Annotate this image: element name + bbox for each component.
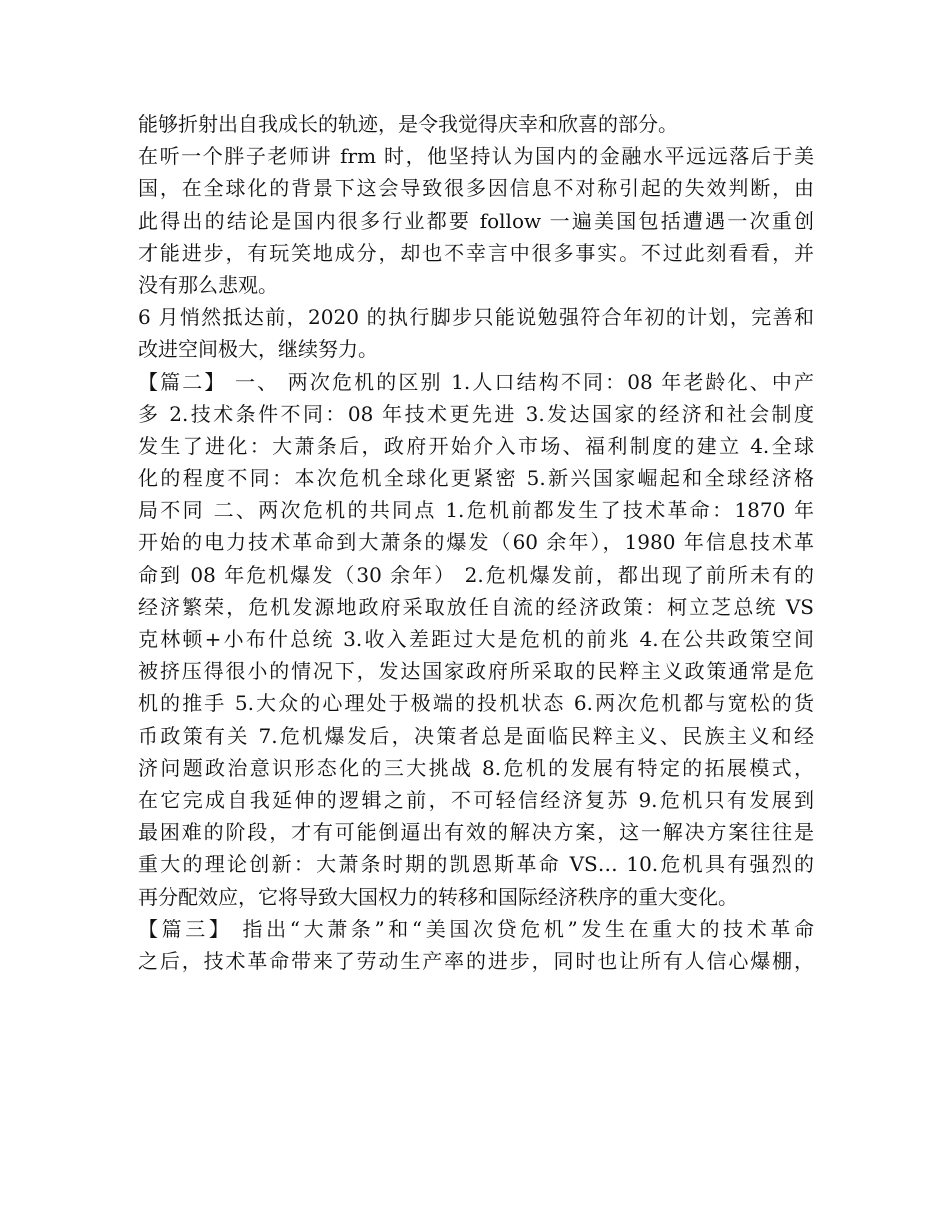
text-line: 能够折射出自我成长的轨迹，是令我觉得庆幸和欣喜的部分。 [138, 112, 678, 136]
text-line: 【篇二】 一、 两次危机的区别 1.人口结构不同：08 年老龄化、中产 [138, 369, 814, 394]
text-line: 局不同 二、两次危机的共同点 1.危机前都发生了技术革命：1870 年 [138, 498, 814, 523]
text-line: 才能进步，有玩笑地成分，却也不幸言中很多事实。不过此刻看看，并 [138, 240, 814, 265]
text-line: 在它完成自我延伸的逻辑之前，不可轻信经济复苏 9.危机只有发展到 [138, 787, 814, 812]
text-line: 改进空间极大，继续努力。 [138, 337, 378, 362]
document-body [138, 108, 814, 977]
text-line: 没有那么悲观。 [138, 272, 278, 297]
text-line: 命到 08 年危机爆发（30 余年） 2.危机爆发前，都出现了前所未有的 [138, 562, 814, 587]
text-line: 之后，技术革命带来了劳动生产率的进步，同时也让所有人信心爆棚， [138, 948, 814, 973]
text-line: 最困难的阶段，才有可能倒逼出有效的解决方案，这一解决方案往往是 [138, 820, 814, 845]
text-line: 开始的电力技术革命到大萧条的爆发（60 余年），1980 年信息技术革 [138, 530, 814, 555]
text-line: 在听一个胖子老师讲 frm 时，他坚持认为国内的金融水平远远落后于美 [138, 144, 814, 169]
text-line: 【篇三】 指出“大萧条”和“美国次贷危机”发生在重大的技术革命 [138, 916, 814, 941]
text-line: 被挤压得很小的情况下，发达国家政府所采取的民粹主义政策通常是危 [138, 659, 814, 684]
text-line: 币政策有关 7.危机爆发后，决策者总是面临民粹主义、民族主义和经 [138, 723, 814, 748]
text-line: 6 月悄然抵达前，2020 的执行脚步只能说勉强符合年初的计划，完善和 [138, 305, 814, 330]
text-line: 发生了进化：大萧条后，政府开始介入市场、福利制度的建立 4.全球 [138, 433, 814, 458]
text-line: 克林顿+小布什总统 3.收入差距过大是危机的前兆 4.在公共政策空间 [138, 627, 814, 651]
text-line: 济问题政治意识形态化的三大挑战 8.危机的发展有特定的拓展模式， [138, 755, 814, 780]
text-line: 重大的理论创新：大萧条时期的凯恩斯革命 VS… 10.危机具有强烈的 [138, 852, 814, 877]
text-line: 再分配效应，它将导致大国权力的转移和国际经济秩序的重大变化。 [138, 884, 738, 909]
text-line: 机的推手 5.大众的心理处于极端的投机状态 6.两次危机都与宽松的货 [138, 691, 814, 716]
text-line: 国，在全球化的背景下这会导致很多因信息不对称引起的失效判断，由 [138, 176, 814, 201]
text-line: 多 2.技术条件不同：08 年技术更先进 3.发达国家的经济和社会制度 [138, 401, 814, 426]
text-line: 化的程度不同：本次危机全球化更紧密 5.新兴国家崛起和全球经济格 [138, 466, 814, 491]
text-line: 经济繁荣，危机发源地政府采取放任自流的经济政策：柯立芝总统 VS [138, 594, 814, 619]
text-line: 此得出的结论是国内很多行业都要 follow 一遍美国包括遭遇一次重创 [138, 208, 814, 233]
